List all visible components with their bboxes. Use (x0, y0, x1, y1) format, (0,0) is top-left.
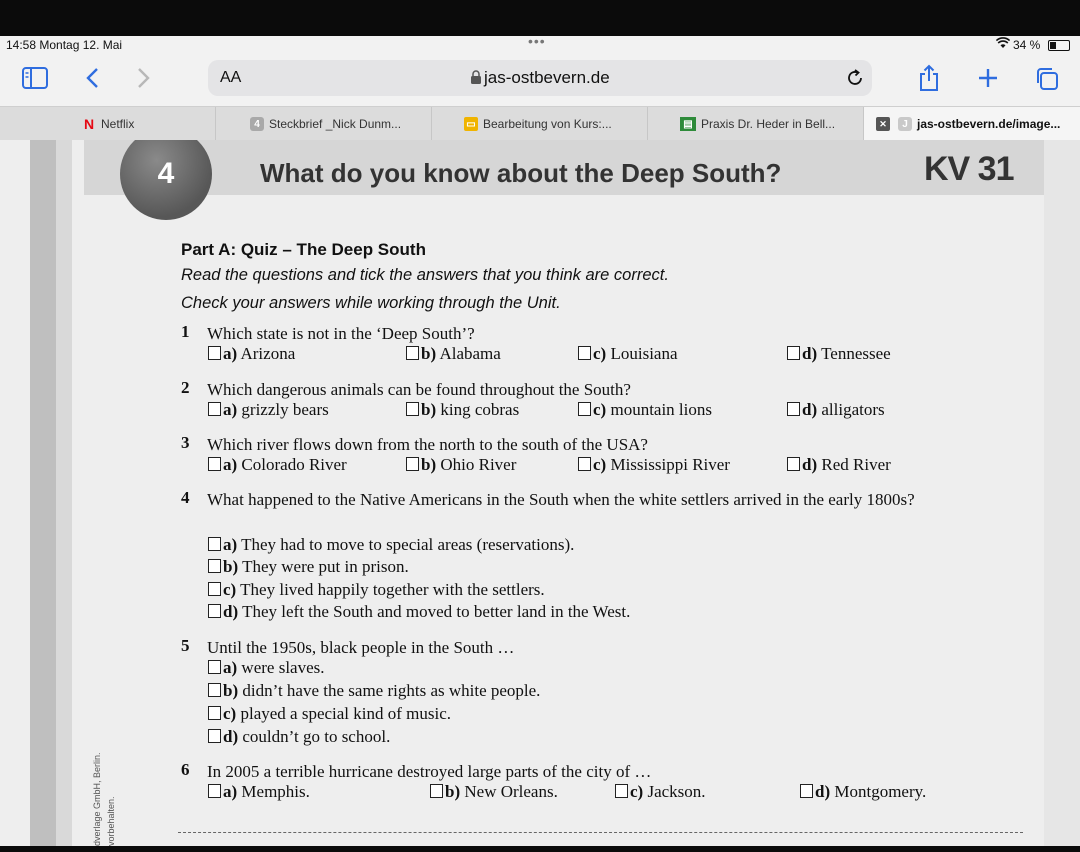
option-key: c) (630, 782, 644, 801)
option-key: a) (223, 344, 238, 363)
option-5b[interactable] (208, 681, 540, 701)
option-6d[interactable] (800, 782, 926, 802)
option-3b[interactable] (406, 455, 516, 475)
question-text: Which river flows down from the north to the south of the USA? (207, 435, 648, 454)
option-text: Colorado River (241, 455, 347, 474)
page-favicon-icon: J (898, 117, 912, 131)
option-key: a) (223, 535, 238, 554)
question-number: 3 (181, 433, 190, 452)
cut-line-divider (178, 832, 1023, 833)
option-key: b) (223, 681, 239, 700)
checkbox[interactable] (208, 582, 221, 596)
option-text: They were put in prison. (242, 557, 409, 576)
option-key: c) (223, 580, 237, 599)
checkbox[interactable] (787, 457, 800, 471)
option-text: Ohio River (440, 455, 517, 474)
option-key: d) (802, 400, 818, 419)
option-3d[interactable] (787, 455, 891, 475)
worksheet-title: What do you know about the Deep South? (260, 158, 782, 188)
checkbox[interactable] (578, 346, 591, 360)
back-icon[interactable] (82, 66, 102, 90)
checkbox[interactable] (208, 402, 221, 416)
option-text: Mississippi River (610, 455, 730, 474)
question-text: Which dangerous animals can be found throughout the South? (207, 380, 631, 399)
address-bar[interactable] (208, 60, 872, 96)
option-key: a) (223, 658, 238, 677)
option-key: a) (223, 782, 238, 801)
question-text: In 2005 a terrible hurricane destroyed large parts of the city of … (207, 762, 652, 781)
unit-number-badge: 4 (120, 140, 212, 220)
option-text: didn’t have the same rights as white people. (242, 681, 541, 700)
checkbox[interactable] (406, 457, 419, 471)
option-key: d) (815, 782, 831, 801)
checkbox[interactable] (208, 559, 221, 573)
checkbox[interactable] (208, 784, 221, 798)
option-1d[interactable] (787, 344, 891, 364)
tab-bar (0, 106, 1080, 141)
new-tab-plus-icon[interactable] (976, 66, 1000, 90)
option-key: d) (223, 727, 239, 746)
option-key: c) (593, 344, 607, 363)
option-text: mountain lions (610, 400, 712, 419)
option-key: a) (223, 400, 238, 419)
option-4a[interactable] (208, 535, 574, 555)
tab-netflix[interactable] (0, 107, 216, 141)
option-5d[interactable] (208, 727, 390, 747)
option-text: king cobras (440, 400, 520, 419)
share-icon[interactable] (916, 64, 942, 92)
tab-label: Praxis Dr. Heder in Bell... (701, 117, 836, 131)
tab-bearbeitung[interactable] (432, 107, 648, 141)
moodle-favicon-icon: ▭ (464, 117, 478, 131)
option-2a[interactable] (208, 400, 329, 420)
safari-toolbar (0, 54, 1080, 106)
checkbox[interactable] (208, 729, 221, 743)
option-4b[interactable] (208, 557, 409, 577)
checkbox[interactable] (406, 402, 419, 416)
checkbox[interactable] (406, 346, 419, 360)
option-2c[interactable] (578, 400, 712, 420)
option-6a[interactable] (208, 782, 310, 802)
question-text: What happened to the Native Americans in the South when the white settlers arrived in the early 1800s? (207, 490, 915, 509)
checkbox[interactable] (800, 784, 813, 798)
option-4c[interactable] (208, 580, 545, 600)
option-text: Louisiana (610, 344, 678, 363)
praxis-favicon-icon: ▤ (680, 117, 696, 131)
option-text: Arizona (240, 344, 296, 363)
worksheet-image (0, 140, 1080, 846)
option-key: b) (445, 782, 461, 801)
option-5c[interactable] (208, 704, 451, 724)
checkbox[interactable] (208, 683, 221, 697)
option-key: c) (223, 704, 237, 723)
checkbox[interactable] (615, 784, 628, 798)
tab-label: Bearbeitung von Kurs:... (483, 117, 612, 131)
tab-label: Netflix (101, 117, 135, 131)
option-text: Alabama (439, 344, 501, 363)
tab-jas-ostbevern-active[interactable] (864, 107, 1080, 141)
option-text: couldn’t go to school. (242, 727, 391, 746)
option-key: b) (421, 455, 437, 474)
checkbox[interactable] (787, 346, 800, 360)
page-edge (56, 140, 72, 846)
multitask-dots-icon[interactable]: ••• (528, 33, 546, 49)
checkbox[interactable] (430, 784, 443, 798)
option-6c[interactable] (615, 782, 706, 802)
battery-icon (1048, 40, 1070, 51)
netflix-logo-icon: N (83, 116, 95, 132)
option-key: b) (421, 344, 437, 363)
wifi-icon (996, 37, 1010, 52)
question-number: 1 (181, 322, 190, 341)
battery-percent: 34 % (1013, 38, 1041, 52)
option-1c[interactable] (578, 344, 678, 364)
tab-praxis[interactable] (648, 107, 864, 141)
option-text: Jackson. (647, 782, 706, 801)
tab-overview-icon[interactable] (1034, 66, 1060, 92)
tab-label: jas-ostbevern.de/image... (917, 117, 1061, 131)
option-key: d) (802, 344, 818, 363)
url-domain: jas-ostbevern.de (484, 68, 610, 87)
close-tab-icon[interactable]: ✕ (876, 117, 890, 131)
part-a-heading: Part A: Quiz – The Deep South (181, 240, 426, 259)
option-1a[interactable] (208, 344, 295, 364)
option-text: They lived happily together with the settlers. (240, 580, 545, 599)
tab-label: Steckbrief _Nick Dunm... (269, 117, 402, 131)
worksheet-code: KV 31 (924, 150, 1014, 188)
page-favicon-icon: 4 (250, 117, 264, 131)
status-bar (0, 33, 1080, 54)
copyright-side-note-2: vorbehalten. (106, 796, 116, 846)
option-text: played a special kind of music. (240, 704, 452, 723)
instruction-line-2: Check your answers while working through the Unit. (181, 294, 561, 312)
option-text: They left the South and moved to better land in the West. (242, 602, 631, 621)
option-text: Memphis. (241, 782, 310, 801)
checkbox[interactable] (208, 604, 221, 618)
option-key: c) (593, 400, 607, 419)
option-text: were slaves. (241, 658, 325, 677)
copyright-side-note: dverlage GmbH, Berlin. (92, 752, 102, 846)
forward-icon[interactable] (134, 66, 154, 90)
checkbox[interactable] (578, 457, 591, 471)
option-text: Montgomery. (834, 782, 927, 801)
option-key: a) (223, 455, 238, 474)
option-key: d) (802, 455, 818, 474)
option-3a[interactable] (208, 455, 347, 475)
option-text: alligators (821, 400, 885, 419)
option-text: New Orleans. (464, 782, 558, 801)
option-text: Red River (821, 455, 891, 474)
option-1b[interactable] (406, 344, 501, 364)
instruction-line-1: Read the questions and tick the answers that you think are correct. (181, 266, 669, 284)
reader-aa-button[interactable]: AA (220, 69, 242, 86)
option-2b[interactable] (406, 400, 519, 420)
option-key: c) (593, 455, 607, 474)
reload-icon[interactable] (844, 67, 866, 89)
status-time: 14:58 Montag 12. Mai (6, 38, 123, 52)
question-number: 6 (181, 760, 190, 779)
top-black-border (0, 0, 1080, 36)
tab-steckbrief[interactable] (216, 107, 432, 141)
question-number: 4 (181, 488, 190, 507)
option-key: b) (223, 557, 239, 576)
question-text: Which state is not in the ‘Deep South’? (207, 324, 475, 343)
checkbox[interactable] (208, 660, 221, 674)
checkbox[interactable] (208, 706, 221, 720)
checkbox[interactable] (208, 346, 221, 360)
page-binding-shadow (30, 140, 56, 846)
checkbox[interactable] (578, 402, 591, 416)
question-text: Until the 1950s, black people in the South … (207, 638, 515, 657)
page-right-edge (1044, 140, 1080, 846)
option-3c[interactable] (578, 455, 730, 475)
checkbox[interactable] (208, 537, 221, 551)
option-key: d) (223, 602, 239, 621)
question-number: 2 (181, 378, 190, 397)
lock-icon (470, 70, 482, 84)
checkbox[interactable] (208, 457, 221, 471)
option-text: They had to move to special areas (reservations). (241, 535, 575, 554)
option-text: Tennessee (821, 344, 891, 363)
bottom-black-border (0, 846, 1080, 852)
question-number: 5 (181, 636, 190, 655)
sidebar-icon[interactable] (22, 66, 48, 90)
option-text: grizzly bears (241, 400, 329, 419)
option-5a[interactable] (208, 658, 325, 678)
option-key: b) (421, 400, 437, 419)
checkbox[interactable] (787, 402, 800, 416)
option-2d[interactable] (787, 400, 885, 420)
option-6b[interactable] (430, 782, 558, 802)
option-4d[interactable] (208, 602, 630, 622)
